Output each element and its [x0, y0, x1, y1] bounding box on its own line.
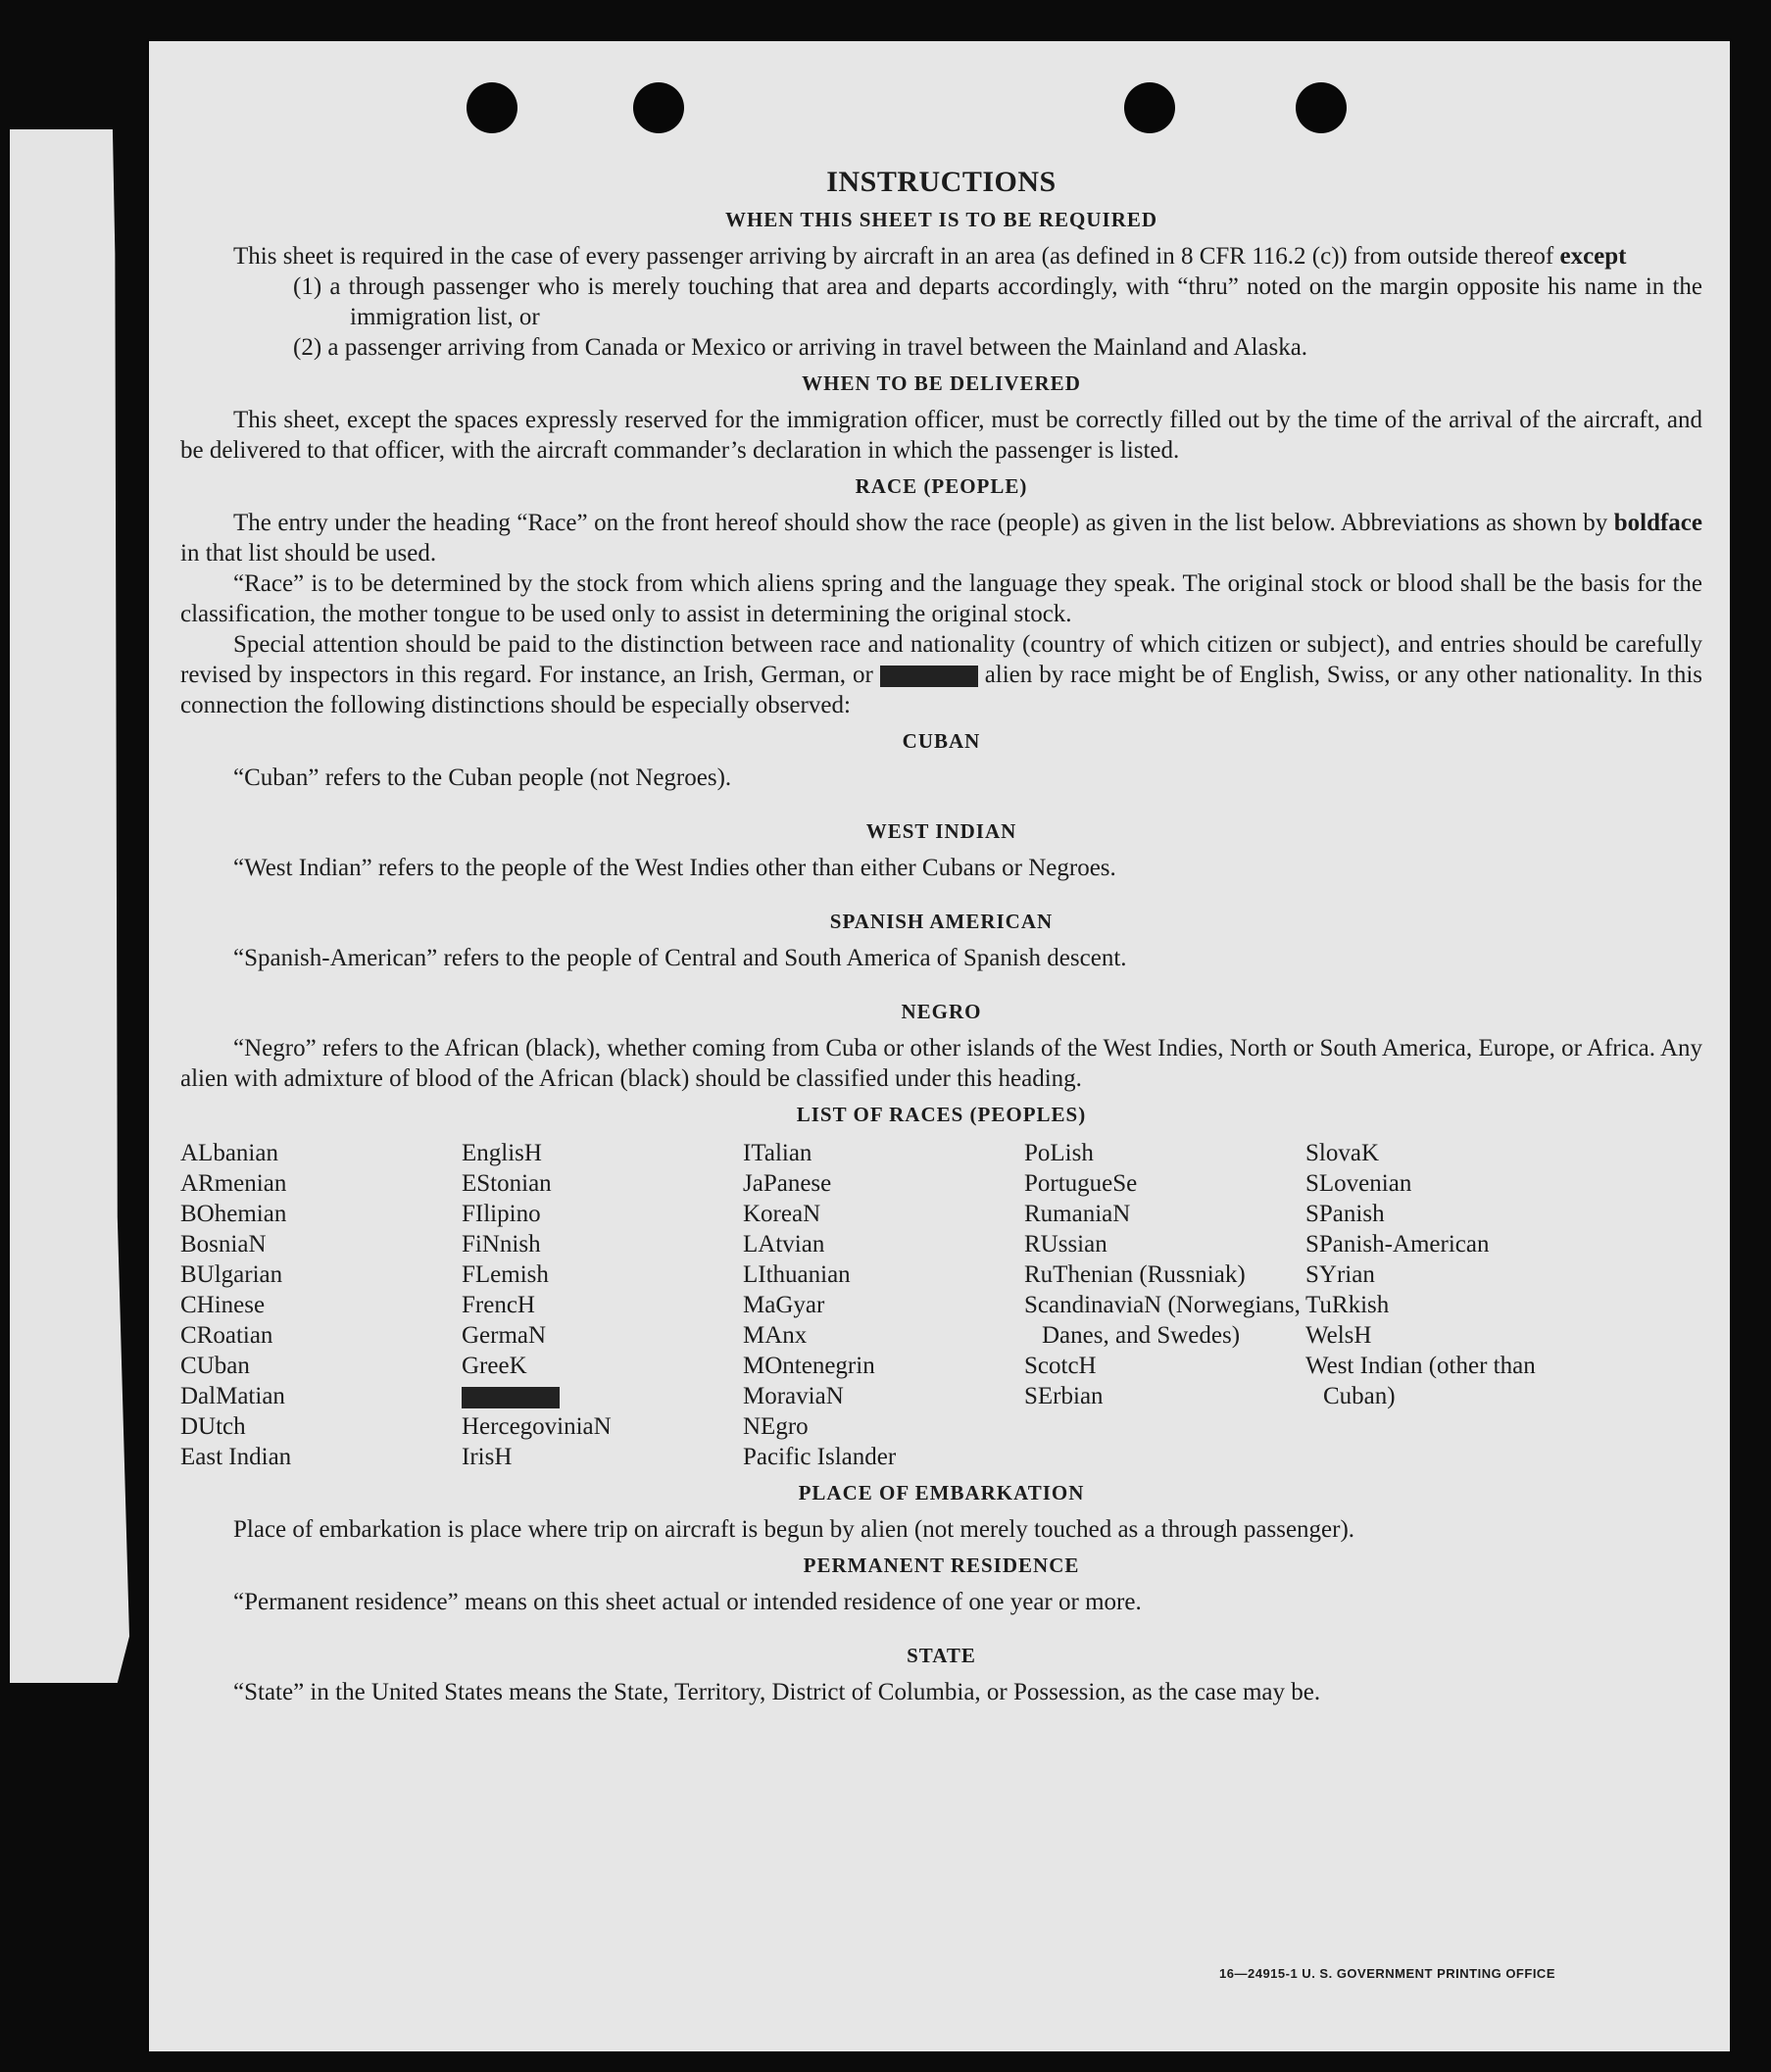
race-entry: MaGyar: [743, 1292, 825, 1318]
section-heading: LIST OF RACES (PEOPLES): [796, 1103, 1087, 1126]
race-entry: ARmenian: [180, 1170, 287, 1197]
race-entry: Pacific Islander: [743, 1444, 897, 1470]
race-entry: CHinese: [180, 1292, 266, 1318]
race-entry: BosniaN: [180, 1231, 267, 1258]
paragraph-text: This sheet is required in the case of every passenger arriving by aircraft in an area (as defined in 8 CFR 116.2 (c)) from outside thereof: [233, 243, 1560, 270]
race-entry: CUban: [180, 1353, 250, 1379]
race-entry: SYrian: [1305, 1261, 1375, 1288]
race-entry: PortugueSe: [1024, 1170, 1138, 1197]
paragraph: [180, 241, 1702, 271]
paragraph: “West Indian” refers to the people of the West Indies other than either Cubans or Negroes.: [233, 855, 1116, 881]
race-entry: ScandinaviaN (Norwegians, Danes, and Swedes): [1024, 1292, 1301, 1349]
punch-hole: [1296, 82, 1347, 133]
race-entry: SPanish-American: [1305, 1231, 1490, 1258]
race-entry: NEgro: [743, 1413, 809, 1440]
race-entry: PoLish: [1024, 1140, 1094, 1166]
race-entry: CRoatian: [180, 1322, 273, 1349]
page-title: INSTRUCTIONS: [826, 166, 1057, 198]
section-heading: RACE (PEOPLE): [855, 474, 1028, 498]
emphasis-text: except: [1559, 243, 1627, 270]
section-heading: NEGRO: [901, 1000, 982, 1023]
race-entry: RUssian: [1024, 1231, 1107, 1258]
race-entry: TuRkish: [1305, 1292, 1390, 1318]
race-entry: DUtch: [180, 1413, 246, 1440]
paragraph: “Race” is to be determined by the stock from which aliens spring and the language they speak. The original stock or blood shall be the basis for the classification, the mother tongue to be used only to assist in determining the original stock.: [180, 570, 1702, 627]
spacer: [180, 973, 1702, 991]
race-entry: East Indian: [180, 1444, 292, 1470]
section-heading: WHEN TO BE DELIVERED: [802, 371, 1081, 395]
paragraph-text: The entry under the heading “Race” on the front hereof should show the race (people) as given in the list below. Abbreviations as shown by: [233, 510, 1614, 536]
punch-hole: [633, 82, 684, 133]
paragraph: “Spanish-American” refers to the people of Central and South America of Spanish descent.: [233, 945, 1127, 971]
section-heading: STATE: [907, 1644, 976, 1667]
race-entry: SLovenian: [1305, 1170, 1412, 1197]
race-entry: JaPanese: [743, 1170, 832, 1197]
section-heading: WHEN THIS SHEET IS TO BE REQUIRED: [724, 208, 1158, 231]
race-entry: HercegoviniaN: [462, 1413, 612, 1440]
paragraph: “State” in the United States means the State, Territory, District of Columbia, or Possession, as the case may be.: [233, 1679, 1321, 1705]
race-entry: FIlipino: [462, 1201, 541, 1227]
race-entry: RumaniaN: [1024, 1201, 1131, 1227]
spacer: [180, 793, 1702, 811]
races-column: [1024, 1138, 1305, 1472]
race-entry: West Indian (other than Cuban): [1305, 1353, 1536, 1409]
race-entry: MAnx: [743, 1322, 808, 1349]
race-entry: KoreaN: [743, 1201, 821, 1227]
punch-hole: [467, 82, 517, 133]
list-item: (1) a through passenger who is merely touching that area and departs accordingly, with “thru” noted on the margin opposite his name in the immigration list, or: [293, 273, 1702, 330]
printer-imprint: 16—24915-1 U. S. GOVERNMENT PRINTING OFFICE: [1219, 1966, 1555, 1981]
race-entry: WelsH: [1305, 1322, 1372, 1349]
race-entry: SlovaK: [1305, 1140, 1379, 1166]
underlying-paper-strip: [10, 129, 129, 1683]
race-entry: EStonian: [462, 1170, 552, 1197]
paragraph: This sheet, except the spaces expressly reserved for the immigration officer, must be correctly filled out by the time of the arrival of the aircraft, and be delivered to that officer, with the aircraft commander’s declaration in which the passenger is listed.: [180, 407, 1702, 464]
race-entry: ALbanian: [180, 1140, 278, 1166]
races-column: [180, 1138, 462, 1472]
paragraph: “Permanent residence” means on this sheet actual or intended residence of one year or more.: [233, 1589, 1142, 1615]
redaction-mark: [462, 1387, 560, 1408]
race-entry: MoraviaN: [743, 1383, 844, 1409]
race-entry: LAtvian: [743, 1231, 825, 1258]
punch-hole: [1124, 82, 1175, 133]
race-entry: ITalian: [743, 1140, 812, 1166]
race-entry: FLemish: [462, 1261, 549, 1288]
race-entry: RuThenian (Russniak): [1024, 1261, 1246, 1288]
race-entry: GermaN: [462, 1322, 547, 1349]
redaction-mark: [880, 666, 978, 687]
paragraph: Place of embarkation is place where trip on aircraft is begun by alien (not merely touched as a through passenger).: [233, 1516, 1355, 1543]
race-entry: EnglisH: [462, 1140, 542, 1166]
paragraph-text: in that list should be used.: [180, 540, 437, 567]
race-entry: FiNnish: [462, 1231, 541, 1258]
paragraph: [180, 508, 1702, 568]
spacer: [180, 883, 1702, 901]
paragraph: “Negro” refers to the African (black), whether coming from Cuba or other islands of the West Indies, North or South America, Europe, or Africa. Any alien with admixture of blood of the African (black) should be classified under this heading.: [180, 1035, 1702, 1092]
races-column: [1305, 1138, 1587, 1472]
instruction-sheet: [149, 41, 1730, 2051]
race-entry: BOhemian: [180, 1201, 287, 1227]
section-heading: PERMANENT RESIDENCE: [803, 1554, 1080, 1577]
race-entry: MOntenegrin: [743, 1353, 875, 1379]
spacer: [180, 1617, 1702, 1635]
document-body: [180, 167, 1702, 1707]
list-item: (2) a passenger arriving from Canada or Mexico or arriving in travel between the Mainland and Alaska.: [293, 334, 1308, 361]
emphasis-text: boldface: [1613, 510, 1702, 536]
section-heading: WEST INDIAN: [865, 819, 1017, 843]
paragraph: “Cuban” refers to the Cuban people (not Negroes).: [233, 765, 732, 791]
race-entry: DalMatian: [180, 1383, 285, 1409]
paragraph-text: alien by race might be of English, Swiss, or any other nationality. In this connection the following distinctions should be especially observed:: [180, 662, 1703, 718]
race-entry-redacted: [462, 1381, 743, 1411]
races-column: [743, 1138, 1024, 1472]
race-entry: BUlgarian: [180, 1261, 283, 1288]
races-column: [462, 1138, 743, 1472]
race-entry: ScotcH: [1024, 1353, 1097, 1379]
races-list: [180, 1138, 1702, 1472]
race-entry: IrisH: [462, 1444, 513, 1470]
race-entry: GreeK: [462, 1353, 527, 1379]
paragraph-text: Special attention should be paid to the distinction between race and nationality (country of which citizen or subject), and entries should be carefully revised by inspectors in this regard. For instance, an Irish, German, or: [180, 631, 1702, 688]
section-heading: CUBAN: [902, 729, 981, 753]
paragraph: [180, 629, 1702, 720]
race-entry: LIthuanian: [743, 1261, 851, 1288]
race-entry: FrencH: [462, 1292, 535, 1318]
race-entry: SErbian: [1024, 1383, 1104, 1409]
section-heading: SPANISH AMERICAN: [829, 910, 1054, 933]
race-entry: SPanish: [1305, 1201, 1385, 1227]
section-heading: PLACE OF EMBARKATION: [798, 1481, 1085, 1505]
